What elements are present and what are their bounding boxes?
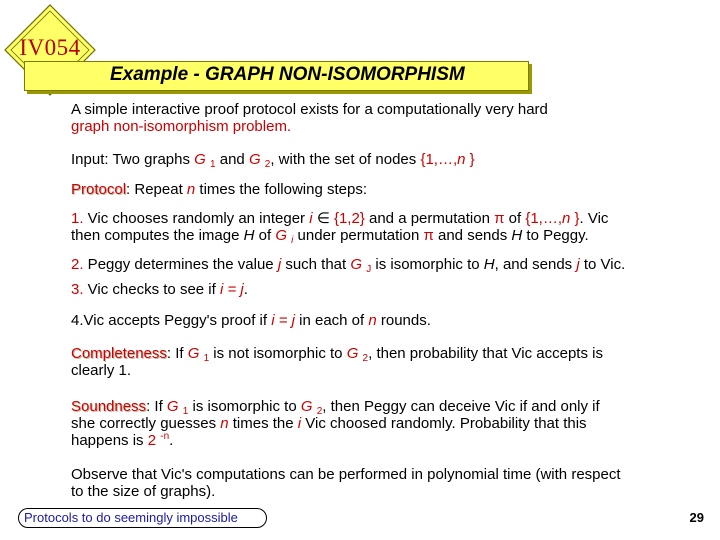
- graph-g-i: G: [275, 227, 287, 244]
- node-set-n: n: [457, 151, 466, 168]
- soundness-text-c: , then Peggy can deceive Vic if and only if: [322, 398, 600, 415]
- step-2-text-d: , and sends: [494, 256, 577, 273]
- protocol-n: n: [186, 181, 196, 198]
- input-paragraph: [71, 151, 711, 168]
- input-and: and: [215, 151, 249, 168]
- element-of-symbol: ∈: [312, 210, 334, 227]
- graph-symbol: G: [194, 151, 206, 168]
- subscript-j: J: [366, 264, 372, 275]
- soundness-n: n: [220, 415, 229, 432]
- completeness-text-b: is not isomorphic to: [209, 345, 347, 362]
- step-4-n: n: [368, 312, 377, 329]
- completeness-g1: G: [187, 345, 200, 362]
- step-4-expression: i = j: [271, 312, 295, 329]
- page-number: 29: [689, 510, 704, 525]
- step-1-line2-a: then computes the image: [71, 227, 244, 244]
- node-set-close: }: [465, 151, 475, 168]
- image-h: H: [243, 227, 255, 244]
- step-2-text-e: to Vic.: [579, 256, 626, 273]
- input-label: Input: [71, 151, 105, 168]
- observe-line-2: to the size of graphs).: [71, 483, 216, 500]
- step-1-number: 1.: [71, 210, 84, 227]
- protocol-text: : Repeat: [126, 181, 187, 198]
- step-2: [71, 256, 711, 273]
- soundness-g1: G: [166, 398, 179, 415]
- step-1-n: n: [562, 210, 571, 227]
- step-3-text-b: .: [243, 281, 248, 298]
- soundness-label: Soundness: [71, 398, 147, 415]
- soundness-line2-c: Vic choosed randomly. Probability that this: [301, 415, 587, 432]
- step-2-number: 2.: [71, 256, 84, 273]
- badge-label: IV054: [19, 35, 81, 60]
- node-set-open: {1,…,: [420, 151, 458, 168]
- soundness-line3-a: happens is: [71, 432, 148, 449]
- input-text: : Two graphs: [104, 151, 195, 168]
- graph-g-j: G: [350, 256, 363, 273]
- step-4-text: Vic accepts Peggy's proof if: [83, 312, 272, 329]
- image-h-2: H: [511, 227, 523, 244]
- step-1-line2-e: to Peggy.: [522, 227, 589, 244]
- soundness-sub2: 2: [316, 406, 323, 417]
- step-3-expression: i = j: [219, 281, 244, 298]
- pi-symbol-2: π: [423, 227, 434, 244]
- step-2-h: H: [483, 256, 495, 273]
- step-1-set2-open: {1,…,: [525, 210, 562, 227]
- intro-line-1: A simple interactive proof protocol exists for a computationally very hard: [71, 101, 548, 118]
- completeness-text: : If: [166, 345, 188, 362]
- step-4-number: 4.: [71, 312, 84, 329]
- probability-base: 2: [147, 432, 157, 449]
- graph-symbol-2: G: [248, 151, 261, 168]
- step-3: [71, 281, 711, 298]
- protocol-paragraph: [71, 181, 711, 198]
- pi-symbol: π: [494, 210, 505, 227]
- completeness-sub1: 1: [203, 353, 210, 364]
- step-4: [71, 312, 711, 329]
- completeness-label: Completeness: [71, 345, 167, 362]
- protocol-label: Protocol: [71, 181, 127, 198]
- completeness-sub2: 2: [362, 353, 369, 364]
- step-4-text-c: rounds.: [376, 312, 431, 329]
- step-3-number: 3.: [71, 281, 84, 298]
- step-1-set2-close: }: [570, 210, 580, 227]
- soundness-sub1: 1: [182, 406, 189, 417]
- slide-title: Example - GRAPH NON-ISOMORPHISM: [110, 64, 465, 85]
- step-1-text-d: . Vic: [579, 210, 609, 227]
- step-1-text: Vic chooses randomly an integer: [83, 210, 310, 227]
- graph-subscript-1: 1: [210, 159, 216, 170]
- completeness-line-2: clearly 1.: [71, 362, 132, 379]
- intro-line-2: graph non-isomorphism problem.: [71, 118, 292, 135]
- step-1: [71, 210, 711, 244]
- input-text-b: , with the set of nodes: [270, 151, 421, 168]
- observe-paragraph: [71, 466, 711, 500]
- step-3-text: Vic checks to see if: [83, 281, 220, 298]
- step-1-line2-b: of: [254, 227, 276, 244]
- step-1-line2-d: and sends: [433, 227, 512, 244]
- graph-subscript-2: 2: [264, 159, 271, 170]
- soundness-paragraph: [71, 398, 711, 449]
- soundness-text: : If: [146, 398, 167, 415]
- completeness-g2: G: [346, 345, 359, 362]
- step-4-text-b: in each of: [294, 312, 369, 329]
- subscript-i: i: [291, 235, 294, 246]
- soundness-line3-b: .: [169, 432, 174, 449]
- step-2-j-2: j: [576, 256, 580, 273]
- probability-exponent: -n: [160, 431, 170, 442]
- soundness-line2-a: she correctly guesses: [71, 415, 221, 432]
- observe-line-1: Observe that Vic's computations can be performed in polynomial time (with respect: [71, 466, 621, 483]
- step-1-set: {1,2}: [333, 210, 365, 227]
- soundness-g2: G: [300, 398, 313, 415]
- step-1-text-b: and a permutation: [364, 210, 495, 227]
- footer-label: Protocols to do seemingly impossible: [24, 510, 238, 525]
- soundness-text-b: is isomorphic to: [188, 398, 301, 415]
- step-2-text-c: is isomorphic to: [371, 256, 484, 273]
- step-1-i: i: [309, 210, 313, 227]
- step-1-line2-c: under permutation: [293, 227, 424, 244]
- protocol-text-b: times the following steps:: [195, 181, 367, 198]
- completeness-paragraph: [71, 345, 711, 379]
- step-2-j: j: [277, 256, 282, 273]
- soundness-line2-b: times the: [228, 415, 298, 432]
- intro-paragraph: [71, 101, 711, 135]
- completeness-text-c: , then probability that Vic accepts is: [368, 345, 603, 362]
- soundness-i: i: [297, 415, 302, 432]
- step-1-text-c: of: [504, 210, 526, 227]
- step-2-text-b: such that: [281, 256, 351, 273]
- step-2-text: Peggy determines the value: [83, 256, 278, 273]
